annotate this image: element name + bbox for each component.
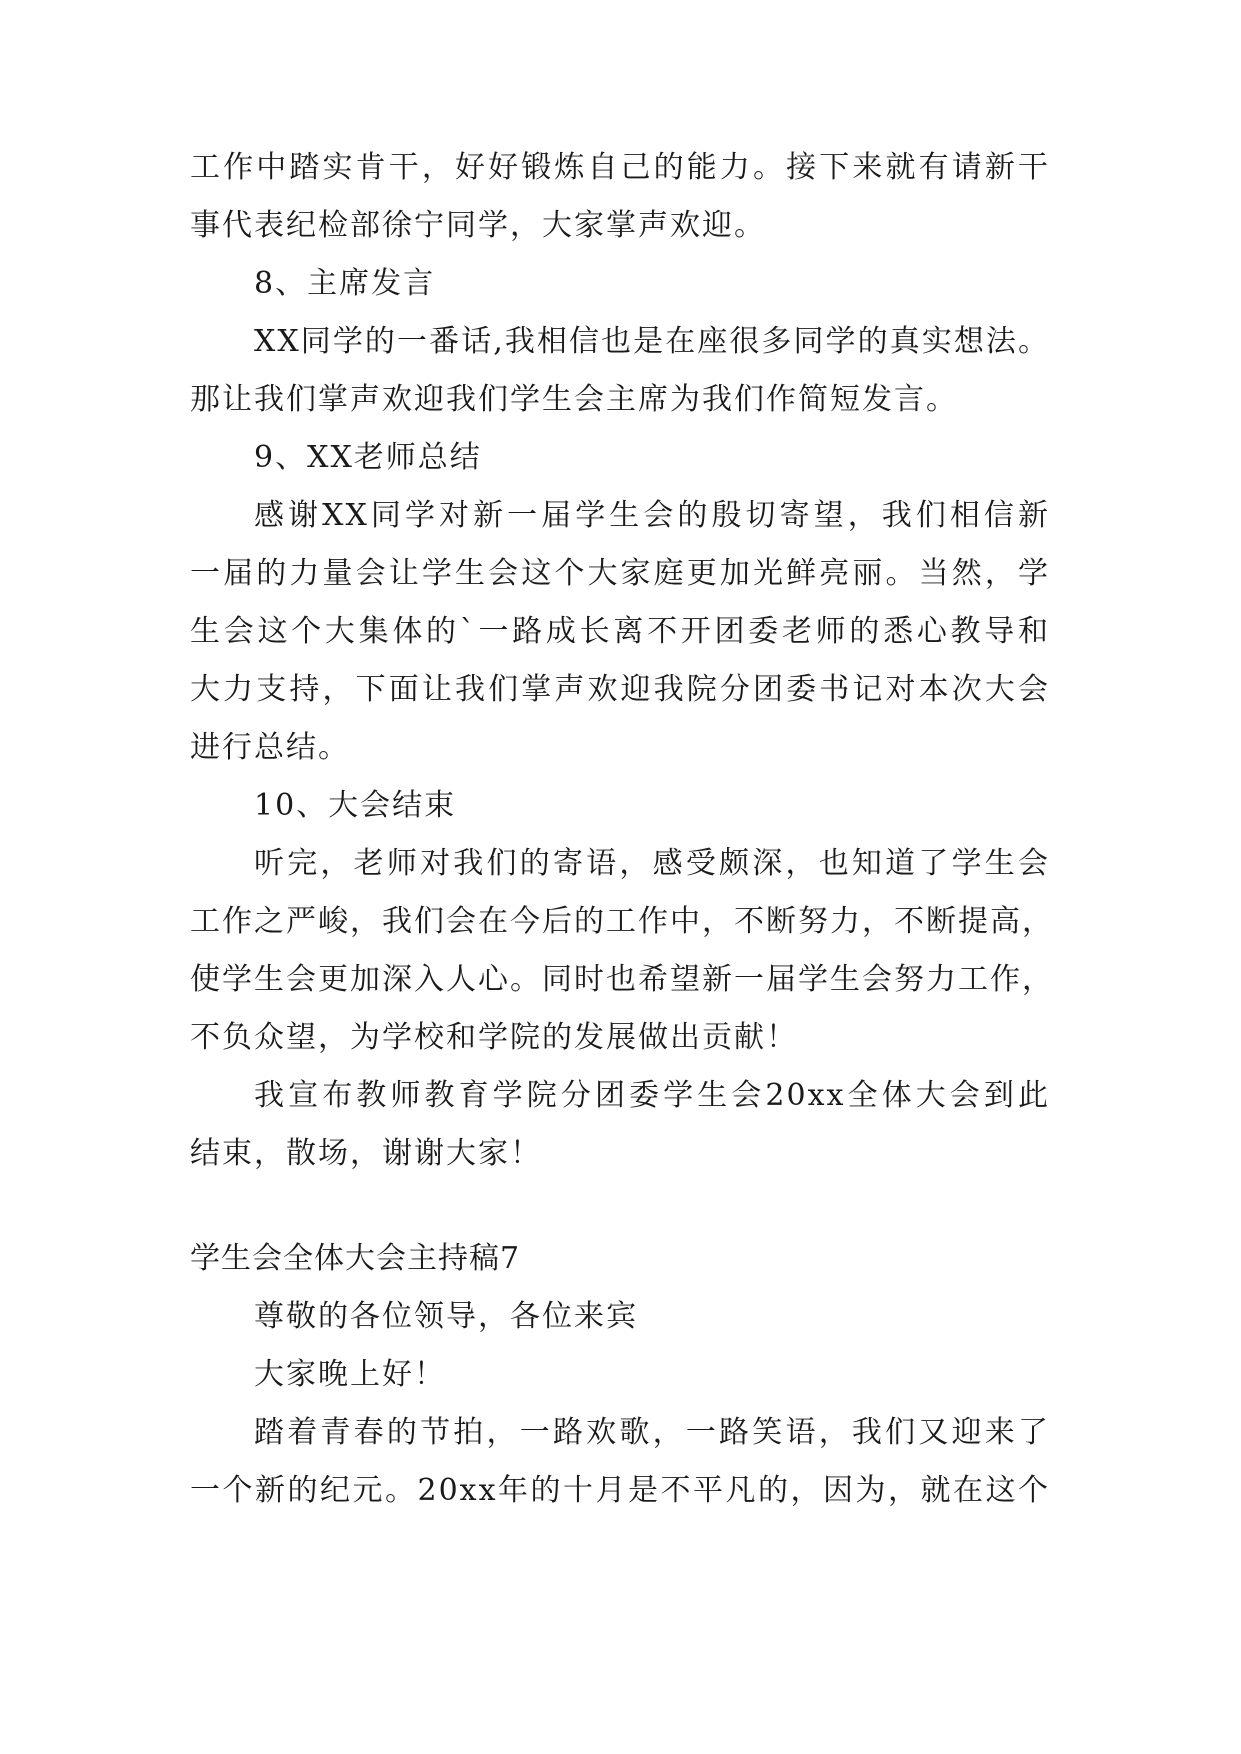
text-line: 结束，散场，谢谢大家！ (190, 1136, 542, 1171)
text-line: 踏着青春的节拍，一路欢歌，一路笑语，我们又迎来了 (254, 1415, 1050, 1450)
section-heading: 8、主席发言 (254, 266, 436, 301)
text-line: 听完，老师对我们的寄语，感受颇深，也知道了学生会 (254, 846, 1050, 881)
text-line: XX同学的一番话,我相信也是在座很多同学的真实想法。 (254, 324, 1050, 359)
text-line: 不负众望，为学校和学院的发展做出贡献！ (190, 1020, 798, 1055)
section-heading: 10、大会结束 (254, 788, 457, 823)
text-line: 尊敬的各位领导，各位来宾 (254, 1299, 638, 1334)
text-line: 生会这个大集体的`一路成长离不开团委老师的悉心教导和 (190, 614, 1050, 649)
text-line: 工作中踏实肯干，好好锻炼自己的能力。接下来就有请新干 (190, 150, 1050, 185)
text-line: 使学生会更加深入人心。同时也希望新一届学生会努力工作， (190, 962, 1054, 997)
section-heading: 9、XX老师总结 (254, 440, 482, 475)
text-line: 一届的力量会让学生会这个大家庭更加光鲜亮丽。当然，学 (190, 556, 1050, 591)
text-line: 大力支持，下面让我们掌声欢迎我院分团委书记对本次大会 (190, 672, 1050, 707)
document-title: 学生会全体大会主持稿7 (190, 1241, 521, 1276)
text-line: 我宣布教师教育学院分团委学生会20xx全体大会到此 (254, 1078, 1050, 1113)
text-line: 大家晚上好！ (254, 1357, 446, 1392)
text-line: 事代表纪检部徐宁同学，大家掌声欢迎。 (190, 208, 766, 243)
text-line: 一个新的纪元。20xx年的十月是不平凡的，因为，就在这个 (190, 1473, 1050, 1508)
text-line: 那让我们掌声欢迎我们学生会主席为我们作简短发言。 (190, 382, 958, 417)
text-line: 进行总结。 (190, 730, 350, 765)
text-line: 工作之严峻，我们会在今后的工作中，不断努力，不断提高， (190, 904, 1054, 939)
text-line: 感谢XX同学对新一届学生会的殷切寄望，我们相信新 (254, 498, 1050, 533)
